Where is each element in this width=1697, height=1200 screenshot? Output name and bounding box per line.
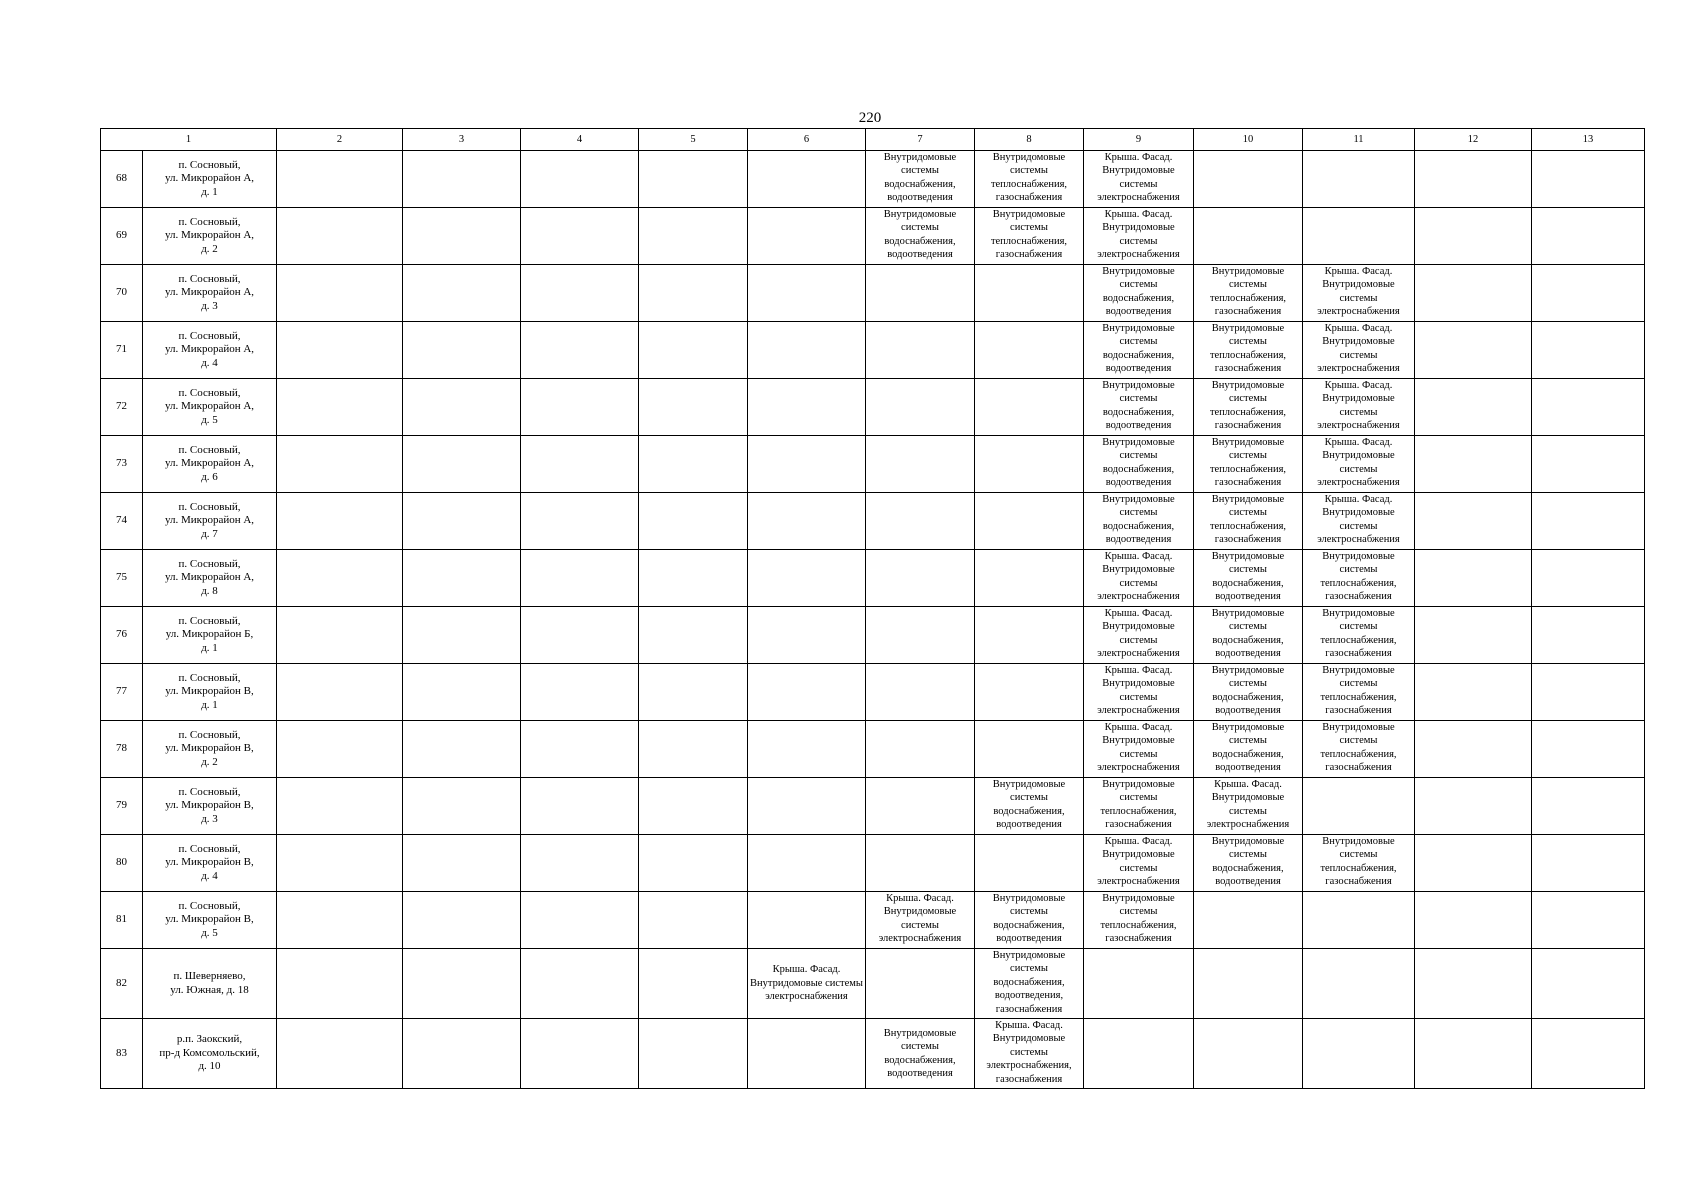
empty-cell [521,607,639,664]
header-row [101,129,1645,151]
empty-cell [1532,607,1645,664]
empty-cell [1532,436,1645,493]
empty-cell [403,949,521,1019]
empty-cell [277,721,403,778]
empty-cell [521,949,639,1019]
work-cell: Внутридомовые системы теплоснабжения, газоснабжения [1303,721,1415,778]
empty-cell [521,664,639,721]
row-number: 71 [101,322,143,379]
column-header-9: 9 [1084,129,1194,151]
column-header-10: 10 [1194,129,1303,151]
work-cell: Крыша. Фасад. Внутридомовые системы электроснабжения [1303,265,1415,322]
work-cell: Внутридомовые системы водоснабжения, водоотведения [1194,607,1303,664]
work-cell: Внутридомовые системы водоснабжения, водоотведения [1194,550,1303,607]
empty-cell [639,721,748,778]
empty-cell [521,835,639,892]
empty-cell [521,778,639,835]
empty-cell [748,550,866,607]
empty-cell [639,265,748,322]
empty-cell [1532,1019,1645,1089]
empty-cell [277,436,403,493]
work-cell: Внутридомовые системы водоснабжения, водоотведения [866,151,975,208]
work-cell: Крыша. Фасад. Внутридомовые системы электроснабжения [748,949,866,1019]
empty-cell [1194,1019,1303,1089]
work-cell: Крыша. Фасад. Внутридомовые системы электроснабжения, газоснабжения [975,1019,1084,1089]
empty-cell [866,664,975,721]
row-address: п. Сосновый, ул. Микрорайон А, д. 6 [143,436,277,493]
column-header-2: 2 [277,129,403,151]
row-number: 79 [101,778,143,835]
empty-cell [639,664,748,721]
empty-cell [403,379,521,436]
empty-cell [1415,493,1532,550]
table-row [101,949,1645,1019]
column-header-7: 7 [866,129,975,151]
row-address: п. Сосновый, ул. Микрорайон А, д. 5 [143,379,277,436]
work-cell: Внутридомовые системы водоснабжения, водоотведения [1194,721,1303,778]
work-cell: Внутридомовые системы водоснабжения, водоотведения [1084,436,1194,493]
row-number: 75 [101,550,143,607]
work-cell: Внутридомовые системы водоснабжения, водоотведения, газоснабжения [975,949,1084,1019]
empty-cell [639,607,748,664]
empty-cell [1532,493,1645,550]
empty-cell [866,265,975,322]
empty-cell [1415,265,1532,322]
empty-cell [975,664,1084,721]
empty-cell [277,151,403,208]
table-row [101,265,1645,322]
work-cell: Внутридомовые системы теплоснабжения, газоснабжения [1194,265,1303,322]
empty-cell [748,208,866,265]
column-header-12: 12 [1415,129,1532,151]
work-cell: Крыша. Фасад. Внутридомовые системы электроснабжения [1084,550,1194,607]
row-number: 74 [101,493,143,550]
table-row [101,151,1645,208]
row-number: 68 [101,151,143,208]
table-row [101,550,1645,607]
work-cell: Внутридомовые системы теплоснабжения, газоснабжения [1194,436,1303,493]
work-cell: Крыша. Фасад. Внутридомовые системы электроснабжения [1303,436,1415,493]
empty-cell [1532,778,1645,835]
empty-cell [866,949,975,1019]
empty-cell [975,436,1084,493]
empty-cell [1532,151,1645,208]
work-cell: Внутридомовые системы теплоснабжения, газоснабжения [1303,664,1415,721]
work-cell: Крыша. Фасад. Внутридомовые системы электроснабжения [866,892,975,949]
empty-cell [1415,1019,1532,1089]
column-header-1: 1 [101,129,277,151]
empty-cell [866,493,975,550]
empty-cell [1532,892,1645,949]
repair-schedule-table [100,128,1645,1089]
work-cell: Крыша. Фасад. Внутридомовые системы электроснабжения [1303,493,1415,550]
work-cell: Крыша. Фасад. Внутридомовые системы электроснабжения [1084,208,1194,265]
empty-cell [748,835,866,892]
empty-cell [975,550,1084,607]
column-header-11: 11 [1303,129,1415,151]
table-row [101,892,1645,949]
empty-cell [866,835,975,892]
row-number: 78 [101,721,143,778]
empty-cell [1415,379,1532,436]
empty-cell [277,208,403,265]
empty-cell [1194,949,1303,1019]
empty-cell [1303,151,1415,208]
empty-cell [1532,550,1645,607]
empty-cell [1084,1019,1194,1089]
empty-cell [639,1019,748,1089]
work-cell: Внутридомовые системы водоснабжения, водоотведения [975,778,1084,835]
empty-cell [975,322,1084,379]
empty-cell [277,607,403,664]
row-address: п. Сосновый, ул. Микрорайон А, д. 2 [143,208,277,265]
empty-cell [866,550,975,607]
empty-cell [748,1019,866,1089]
empty-cell [521,208,639,265]
empty-cell [1415,151,1532,208]
empty-cell [748,379,866,436]
row-address: п. Сосновый, ул. Микрорайон В, д. 4 [143,835,277,892]
row-number: 77 [101,664,143,721]
empty-cell [277,379,403,436]
work-cell: Крыша. Фасад. Внутридомовые системы электроснабжения [1084,151,1194,208]
empty-cell [521,379,639,436]
work-cell: Внутридомовые системы теплоснабжения, газоснабжения [1084,778,1194,835]
work-cell: Внутридомовые системы теплоснабжения, газоснабжения [1194,493,1303,550]
empty-cell [639,892,748,949]
empty-cell [1415,436,1532,493]
empty-cell [277,949,403,1019]
empty-cell [277,322,403,379]
empty-cell [1194,151,1303,208]
row-address: п. Сосновый, ул. Микрорайон А, д. 8 [143,550,277,607]
work-cell: Внутридомовые системы теплоснабжения, газоснабжения [975,151,1084,208]
work-cell: Внутридомовые системы теплоснабжения, газоснабжения [1303,550,1415,607]
empty-cell [1532,322,1645,379]
column-header-8: 8 [975,129,1084,151]
empty-cell [521,550,639,607]
empty-cell [403,721,521,778]
empty-cell [1532,949,1645,1019]
row-address: п. Сосновый, ул. Микрорайон А, д. 7 [143,493,277,550]
empty-cell [748,322,866,379]
empty-cell [639,379,748,436]
row-address: п. Сосновый, ул. Микрорайон В, д. 3 [143,778,277,835]
empty-cell [1532,664,1645,721]
table-row [101,1019,1645,1089]
empty-cell [866,721,975,778]
work-cell: Крыша. Фасад. Внутридомовые системы электроснабжения [1303,379,1415,436]
empty-cell [1415,778,1532,835]
empty-cell [639,436,748,493]
column-header-5: 5 [639,129,748,151]
table-row [101,208,1645,265]
work-cell: Внутридомовые системы водоснабжения, водоотведения [866,208,975,265]
work-cell: Крыша. Фасад. Внутридомовые системы электроснабжения [1084,835,1194,892]
empty-cell [403,835,521,892]
empty-cell [277,664,403,721]
empty-cell [748,493,866,550]
empty-cell [748,664,866,721]
empty-cell [748,778,866,835]
work-cell: Крыша. Фасад. Внутридомовые системы электроснабжения [1194,778,1303,835]
empty-cell [403,493,521,550]
empty-cell [748,721,866,778]
work-cell: Внутридомовые системы теплоснабжения, газоснабжения [1194,322,1303,379]
empty-cell [748,607,866,664]
empty-cell [866,379,975,436]
empty-cell [1415,607,1532,664]
work-cell: Внутридомовые системы теплоснабжения, газоснабжения [1194,379,1303,436]
table-row [101,721,1645,778]
empty-cell [1532,265,1645,322]
row-number: 76 [101,607,143,664]
empty-cell [403,550,521,607]
row-address: п. Сосновый, ул. Микрорайон А, д. 4 [143,322,277,379]
row-address: п. Сосновый, ул. Микрорайон В, д. 1 [143,664,277,721]
empty-cell [277,550,403,607]
empty-cell [639,151,748,208]
empty-cell [1532,208,1645,265]
work-cell: Внутридомовые системы водоснабжения, водоотведения [1084,379,1194,436]
empty-cell [975,265,1084,322]
empty-cell [1303,892,1415,949]
table-row [101,835,1645,892]
empty-cell [403,265,521,322]
empty-cell [1303,949,1415,1019]
empty-cell [1303,1019,1415,1089]
empty-cell [639,835,748,892]
work-cell: Внутридомовые системы водоснабжения, водоотведения [1194,835,1303,892]
column-header-4: 4 [521,129,639,151]
work-cell: Внутридомовые системы водоснабжения, водоотведения [1194,664,1303,721]
empty-cell [639,949,748,1019]
work-cell: Крыша. Фасад. Внутридомовые системы электроснабжения [1084,607,1194,664]
row-address: п. Сосновый, ул. Микрорайон А, д. 3 [143,265,277,322]
empty-cell [521,892,639,949]
empty-cell [277,778,403,835]
row-number: 83 [101,1019,143,1089]
empty-cell [866,607,975,664]
empty-cell [1194,892,1303,949]
table-row [101,493,1645,550]
empty-cell [403,778,521,835]
empty-cell [1415,892,1532,949]
empty-cell [1532,379,1645,436]
empty-cell [403,1019,521,1089]
empty-cell [521,265,639,322]
empty-cell [975,379,1084,436]
empty-cell [1303,208,1415,265]
empty-cell [1415,835,1532,892]
empty-cell [403,151,521,208]
table-row [101,322,1645,379]
table-row [101,664,1645,721]
row-number: 69 [101,208,143,265]
empty-cell [975,721,1084,778]
empty-cell [403,322,521,379]
table-row [101,436,1645,493]
row-address: п. Сосновый, ул. Микрорайон В, д. 2 [143,721,277,778]
empty-cell [866,436,975,493]
empty-cell [748,892,866,949]
empty-cell [403,436,521,493]
empty-cell [521,322,639,379]
empty-cell [1532,835,1645,892]
empty-cell [521,493,639,550]
work-cell: Внутридомовые системы водоснабжения, водоотведения [1084,493,1194,550]
empty-cell [1532,721,1645,778]
empty-cell [277,1019,403,1089]
empty-cell [1415,550,1532,607]
column-header-13: 13 [1532,129,1645,151]
work-cell: Внутридомовые системы водоснабжения, водоотведения [866,1019,975,1089]
row-number: 72 [101,379,143,436]
work-cell: Внутридомовые системы теплоснабжения, газоснабжения [1303,835,1415,892]
empty-cell [639,493,748,550]
row-address: р.п. Заокский, пр-д Комсомольский, д. 10 [143,1019,277,1089]
row-address: п. Сосновый, ул. Микрорайон А, д. 1 [143,151,277,208]
empty-cell [1415,322,1532,379]
empty-cell [748,151,866,208]
empty-cell [748,436,866,493]
work-cell: Крыша. Фасад. Внутридомовые системы электроснабжения [1303,322,1415,379]
row-number: 70 [101,265,143,322]
empty-cell [403,208,521,265]
empty-cell [1415,721,1532,778]
row-number: 73 [101,436,143,493]
empty-cell [1303,778,1415,835]
empty-cell [975,835,1084,892]
row-address: п. Шеверняево, ул. Южная, д. 18 [143,949,277,1019]
empty-cell [866,322,975,379]
empty-cell [639,322,748,379]
empty-cell [639,778,748,835]
empty-cell [277,265,403,322]
empty-cell [1415,949,1532,1019]
empty-cell [975,607,1084,664]
work-cell: Внутридомовые системы теплоснабжения, газоснабжения [1084,892,1194,949]
empty-cell [521,721,639,778]
empty-cell [1194,208,1303,265]
table-row [101,379,1645,436]
empty-cell [521,151,639,208]
empty-cell [403,892,521,949]
empty-cell [521,436,639,493]
table-row [101,607,1645,664]
row-number: 81 [101,892,143,949]
row-address: п. Сосновый, ул. Микрорайон В, д. 5 [143,892,277,949]
column-header-6: 6 [748,129,866,151]
work-cell: Крыша. Фасад. Внутридомовые системы электроснабжения [1084,664,1194,721]
empty-cell [1415,664,1532,721]
row-number: 80 [101,835,143,892]
empty-cell [639,208,748,265]
empty-cell [866,778,975,835]
empty-cell [403,607,521,664]
empty-cell [1084,949,1194,1019]
empty-cell [403,664,521,721]
work-cell: Крыша. Фасад. Внутридомовые системы электроснабжения [1084,721,1194,778]
work-cell: Внутридомовые системы теплоснабжения, газоснабжения [975,208,1084,265]
empty-cell [277,892,403,949]
table-row [101,778,1645,835]
page-number: 220 [858,110,882,126]
empty-cell [277,493,403,550]
row-address: п. Сосновый, ул. Микрорайон Б, д. 1 [143,607,277,664]
empty-cell [1415,208,1532,265]
work-cell: Внутридомовые системы водоснабжения, водоотведения [975,892,1084,949]
empty-cell [277,835,403,892]
empty-cell [748,265,866,322]
column-header-3: 3 [403,129,521,151]
work-cell: Внутридомовые системы водоснабжения, водоотведения [1084,265,1194,322]
empty-cell [975,493,1084,550]
empty-cell [639,550,748,607]
row-number: 82 [101,949,143,1019]
work-cell: Внутридомовые системы теплоснабжения, газоснабжения [1303,607,1415,664]
work-cell: Внутридомовые системы водоснабжения, водоотведения [1084,322,1194,379]
empty-cell [521,1019,639,1089]
